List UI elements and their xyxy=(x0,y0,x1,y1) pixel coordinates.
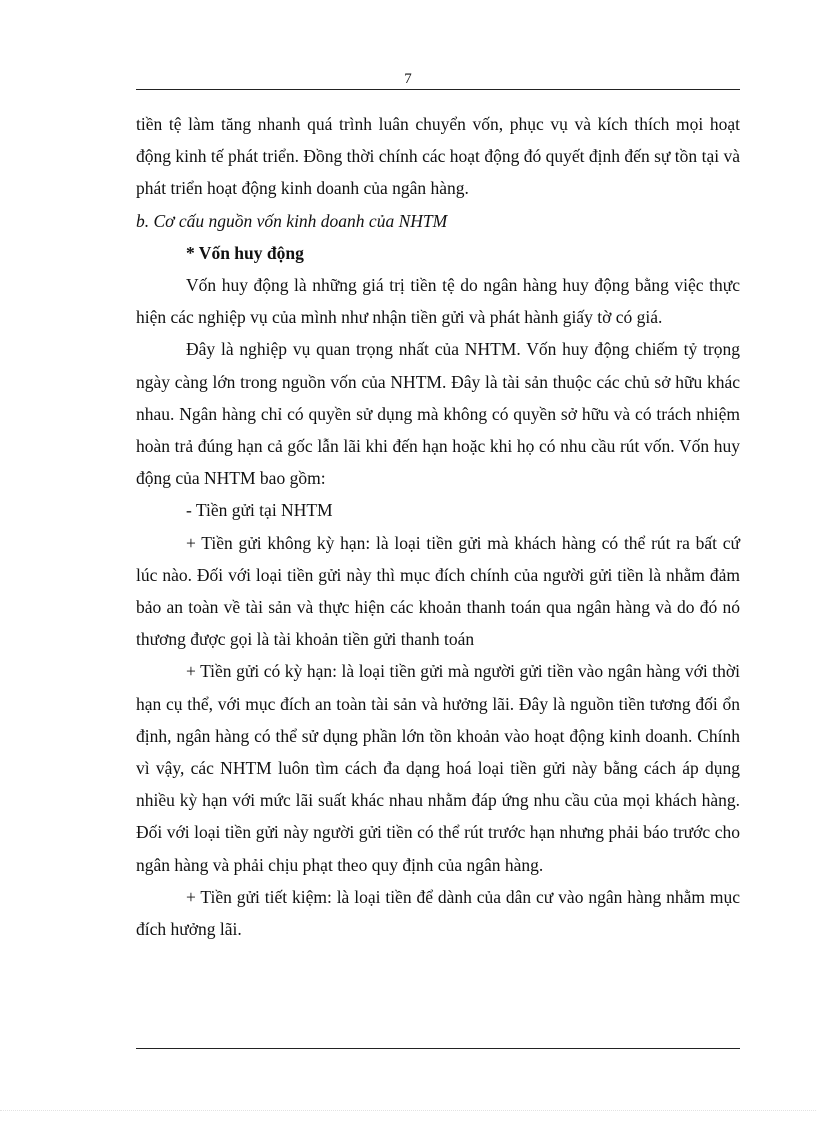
subsection-heading: * Vốn huy động xyxy=(186,242,304,263)
list-item: - Tiền gửi tại NHTM xyxy=(186,500,333,521)
page-number: 7 xyxy=(404,71,412,87)
paragraph: Vốn huy động là những giá trị tiền tệ do ngân hàng huy động bằng việc thực hiện các nghiệp vụ của mình như nhận tiền gửi và phát hành giấy tờ có giá. xyxy=(136,275,740,328)
paragraph: Đây là nghiệp vụ quan trọng nhất của NHTM. Vốn huy động chiếm tỷ trọng ngày càng lớn trong nguồn vốn của NHTM. Đây là tài sản thuộc các chủ sở hữu khác nhau. Ngân hàng chỉ có quyền sử dụng mà không có quyền sở hữu và có trách nhiệm hoàn trả đúng hạn cả gốc lẫn lãi khi đến hạn hoặc khi họ có nhu cầu rút vốn. Vốn huy động của NHTM bao gồm: xyxy=(136,339,740,489)
list-item: + Tiền gửi không kỳ hạn: là loại tiền gửi mà khách hàng có thể rút ra bất cứ lúc nào. Đối với loại tiền gửi này thì mục đích chính của người gửi tiền là nhằm đảm bảo an toàn về tài sản và thực hiện các khoản thanh toán qua ngân hàng và do đó nó thương được gọi là tài khoản tiền gửi thanh toán xyxy=(136,532,740,650)
list-item: + Tiền gửi tiết kiệm: là loại tiền để dành của dân cư vào ngân hàng nhằm mục đích hưởng lãi. xyxy=(136,886,740,940)
document-body xyxy=(136,108,740,945)
section-heading: b. Cơ cấu nguồn vốn kinh doanh của NHTM xyxy=(136,210,448,231)
header-rule xyxy=(136,89,740,90)
page-edge-divider xyxy=(0,1110,816,1111)
paragraph-continuation: tiền tệ làm tăng nhanh quá trình luân chuyển vốn, phục vụ và kích thích mọi hoạt động kinh tế phát triển. Đồng thời chính các hoạt động đó quyết định đến sự tồn tại và phát triển hoạt động kinh doanh của ngân hàng. xyxy=(136,114,740,199)
list-item: + Tiền gửi có kỳ hạn: là loại tiền gửi mà người gửi tiền vào ngân hàng với thời hạn cụ thể, với mục đích an toàn tài sản và hưởng lãi. Đây là nguồn tiền tương đối ổn định, ngân hàng có thể sử dụng phần lớn tồn khoản vào hoạt động kinh doanh. Chính vì vậy, các NHTM luôn tìm cách đa dạng hoá loại tiền gửi này bằng cách áp dụng nhiều kỳ hạn với mức lãi suất khác nhau nhằm đáp ứng nhu cầu của mọi khách hàng. Đối với loại tiền gửi này người gửi tiền có thể rút trước hạn nhưng phải báo trước cho ngân hàng và phải chịu phạt theo quy định của ngân hàng. xyxy=(136,661,740,875)
footer-rule xyxy=(136,1048,740,1049)
